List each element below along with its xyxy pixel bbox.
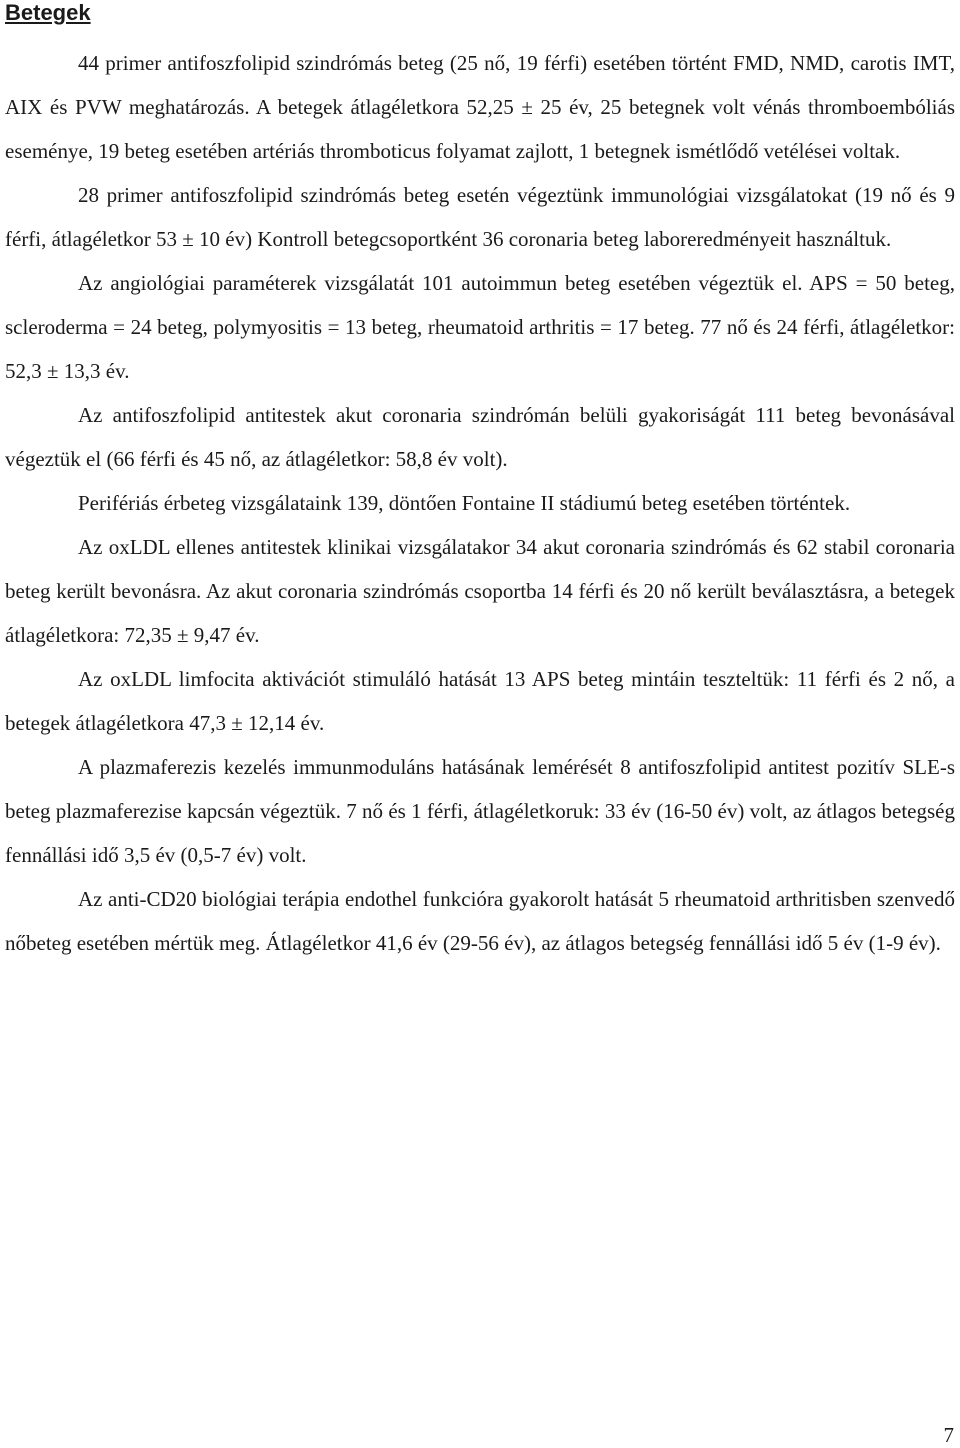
paragraph-oxldl-clinical: Az oxLDL ellenes antitestek klinikai vizsgálatakor 34 akut coronaria szindrómás és 62 stabil coronaria beteg került bevonásra. Az akut coronaria szindrómás csoportba 14 férfi és 20 nő került beválasztásra, a betegek átlagéletkora: 72,35 ± 9,47 év. [5, 535, 955, 647]
section-heading: Betegek [5, 0, 91, 25]
paragraph-acs-antibodies: Az antifoszfolipid antitestek akut coronaria szindrómán belüli gyakoriságát 111 beteg bevonásával végeztük el (66 férfi és 45 nő, az átlagéletkor: 58,8 év volt). [5, 403, 955, 471]
document-page [5, 0, 955, 965]
paragraph-peripheral: Perifériás érbeteg vizsgálataink 139, döntően Fontaine II stádiumú beteg esetében történtek. [78, 491, 851, 515]
paragraph-plasmapheresis: A plazmaferezis kezelés immunmoduláns hatásának lemérését 8 antifoszfolipid antitest pozitív SLE-s beteg plazmaferezise kapcsán végeztük. 7 nő és 1 férfi, átlagéletkoruk: 33 év (16-50 év) volt, az átlagos betegség fennállási idő 3,5 év (0,5-7 év) volt. [5, 755, 955, 867]
paragraph-immunology: 28 primer antifoszfolipid szindrómás beteg esetén végeztünk immunológiai vizsgálatokat (19 nő és 9 férfi, átlagéletkor 53 ± 10 év) Kontroll betegcsoportként 36 coronaria beteg laboreredményeit használtuk. [5, 183, 955, 251]
paragraph-patients-aps: 44 primer antifoszfolipid szindrómás beteg (25 nő, 19 férfi) esetében történt FMD, NMD, carotis IMT, AIX és PVW meghatározás. A betegek átlagéletkora 52,25 ± 25 év, 25 betegnek volt vénás thromboembóliás eseménye, 19 beteg esetében artériás thromboticus folyamat zajlott, 1 betegnek ismétlődő vetélései voltak. [5, 51, 955, 163]
paragraph-oxldl-lymphocyte: Az oxLDL limfocita aktivációt stimuláló hatását 13 APS beteg mintáin teszteltük: 11 férfi és 2 nő, a betegek átlagéletkora 47,3 ± 12,14 év. [5, 667, 955, 735]
paragraph-anti-cd20: Az anti-CD20 biológiai terápia endothel funkcióra gyakorolt hatását 5 rheumatoid arthritisben szenvedő nőbeteg esetében mértük meg. Átlagéletkor 41,6 év (29-56 év), az átlagos betegség fennállási idő 5 év (1-9 év). [5, 887, 955, 955]
paragraph-angiology: Az angiológiai paraméterek vizsgálatát 101 autoimmun beteg esetében végeztük el. APS = 50 beteg, scleroderma = 24 beteg, polymyositis = 13 beteg, rheumatoid arthritis = 17 beteg. 77 nő és 24 férfi, átlagéletkor: 52,3 ± 13,3 év. [5, 271, 955, 383]
page-number: 7 [943, 1423, 954, 1447]
